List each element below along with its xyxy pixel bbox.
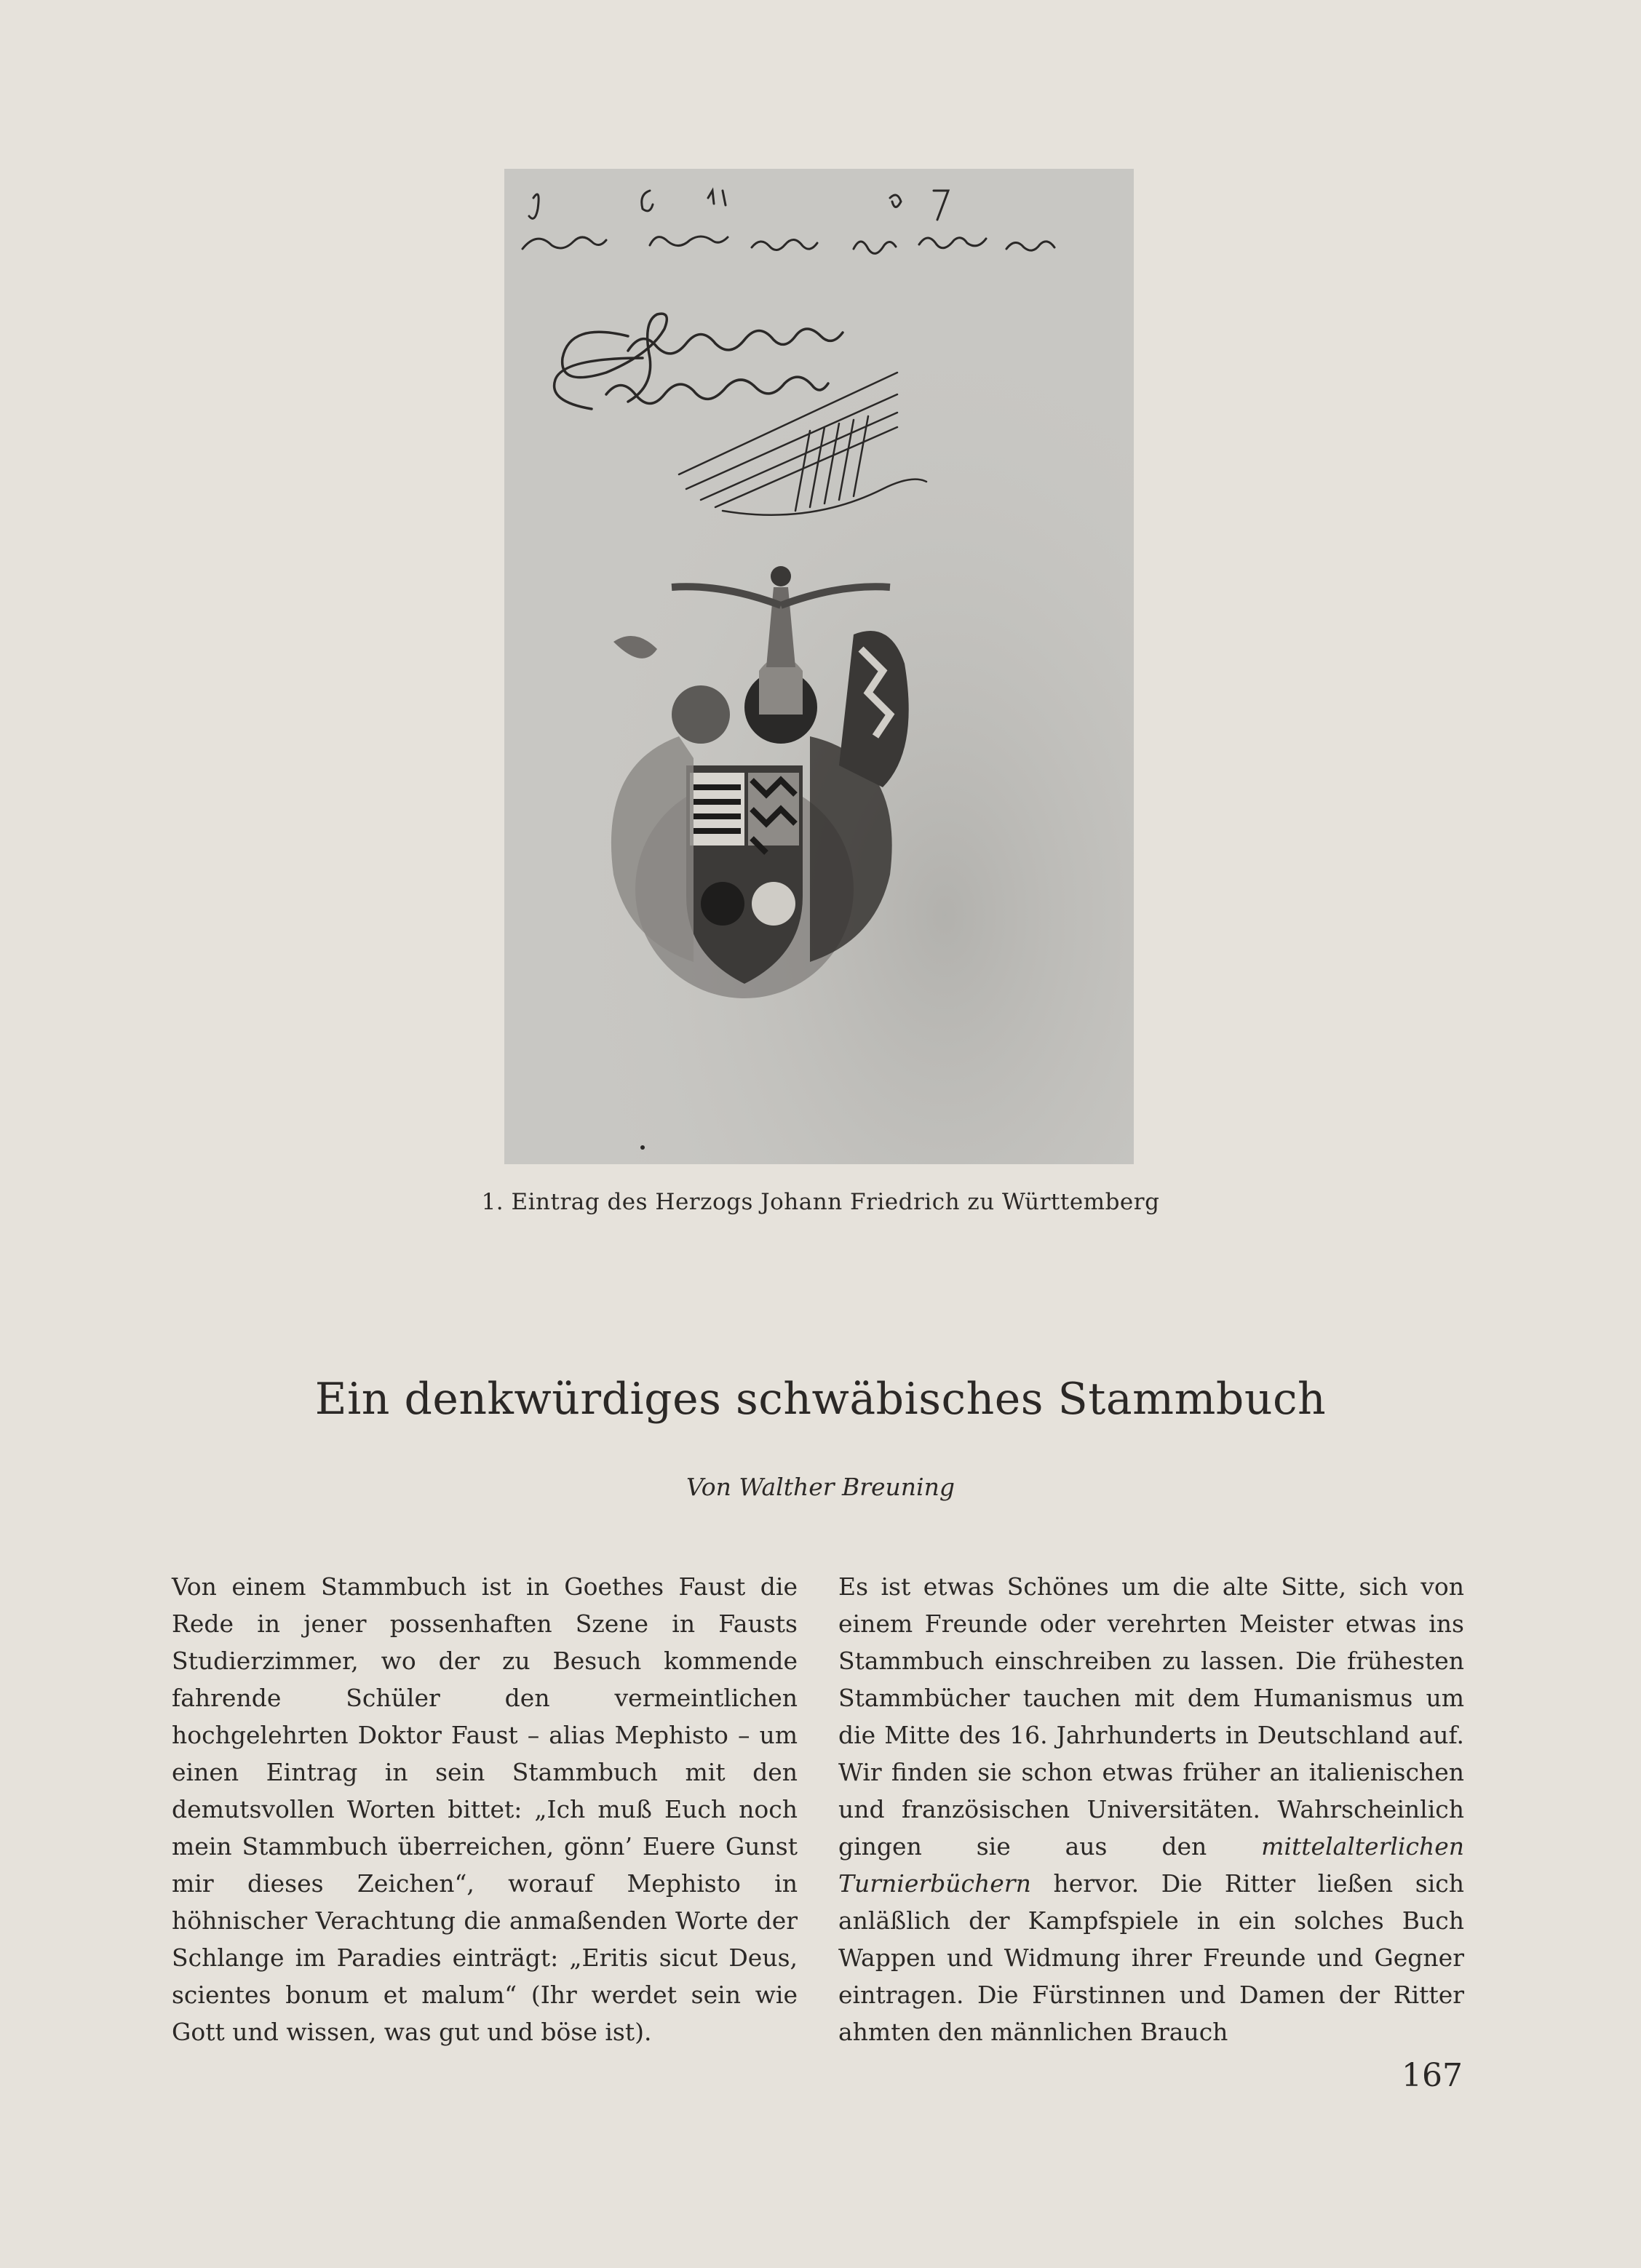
page-number: 167 [1402,2057,1463,2094]
paragraph-text: Es ist etwas Schönes um die alte Sitte, sich von einem Freunde oder verehrten Meister etwas ins Stammbuch einschreiben zu lassen. Die frühesten Stammbücher tauchen mit dem Humanismus um die Mitte des 16. Jahrhunderts in Deutschland auf. Wir finden sie schon etwas früher an italienischen und französischen Universitäten. Wahrscheinlich gingen sie aus den [838,1572,1464,1861]
paragraph-text: hervor. Die Ritter ließen sich anläßlich der Kampfspiele in ein solches Buch Wappen und Widmung ihrer Freunde und Gegner eintragen. Die Fürstinnen und Damen der Ritter ahmten den männlichen Brauch [838,1869,1464,2046]
manuscript-image [504,169,1134,1164]
manuscript-plate [504,169,1134,1164]
text-column-left [172,1568,798,2050]
paragraph: Von einem Stammbuch ist in Goethes Faust die Rede in jener possenhaften Szene in Fausts Studierzimmer, wo der zu Besuch kommende fahrende Schüler den vermeintlichen hochgelehrten Doktor Faust – alias Mephisto – um einen Eintrag in sein Stammbuch mit den demutsvollen Worten bittet: „Ich muß Euch noch mein Stammbuch überreichen, gönn’ Euere Gunst mir dieses Zeichen“, worauf Mephisto in höhnischer Verachtung die anmaßenden Worte der Schlange im Paradies einträgt: „Eritis sicut Deus, scientes bonum et malum“ (Ihr werdet sein wie Gott und wissen, was gut und böse ist). [172,1572,798,2046]
paragraph [838,1568,1464,2050]
article-title: Ein denkwürdiges schwäbisches Stammbuch [314,1374,1327,1425]
text-column-right [838,1568,1464,2050]
figure-caption: 1. Eintrag des Herzogs Johann Friedrich zu Württemberg [481,1189,1160,1215]
emphasized-text: mittelalterlichen Turnierbüchern [838,1832,1464,1898]
article-byline: Von Walther Breuning [686,1473,955,1501]
